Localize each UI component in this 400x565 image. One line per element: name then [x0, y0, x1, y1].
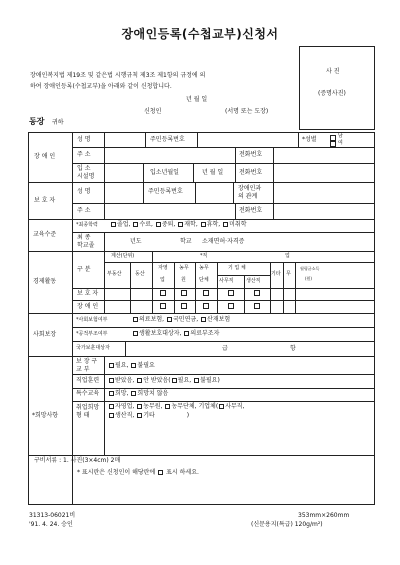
econ-etc: 기타 — [271, 271, 281, 277]
econ-farm2: 원 — [181, 277, 186, 283]
office-name: 동장 — [29, 117, 45, 126]
emp-opt-8: ) — [186, 412, 190, 419]
econ-check-9[interactable] — [228, 303, 234, 309]
paper-type: (신문용지(특급) 120g/m²) — [251, 521, 323, 528]
emp-farmgroup-checkbox[interactable] — [165, 404, 170, 409]
protector-relation1: 장애인과 — [238, 185, 262, 192]
disabled-rrn-label: 주민등록번호 — [150, 136, 185, 143]
form-title: 장애인등록(수첩교부)신청서 — [121, 27, 279, 41]
gender-label: *성별 — [302, 136, 317, 143]
edu-school-label2: 학교졸 — [77, 242, 95, 249]
edu-opt-6: 미취학 — [229, 221, 247, 228]
training-opt-3: 필요, — [177, 377, 192, 384]
section-disabled: 장 애 인 — [34, 153, 56, 160]
emp-opt-7: 기타 — [143, 412, 155, 419]
edu-graduate-checkbox[interactable] — [111, 222, 116, 227]
social-opt-1: 의료보험, — [139, 316, 165, 323]
training-received-checkbox[interactable] — [109, 378, 114, 383]
econ-check-1[interactable] — [160, 290, 166, 296]
veteran-label: 국가보훈대상자 — [76, 345, 110, 351]
applicant-label: 신청인 — [144, 108, 162, 115]
medical-insurance-checkbox[interactable] — [133, 317, 138, 322]
device-opt-2: 불필요 — [137, 362, 155, 369]
econ-row-disabled: 장 애 인 — [77, 303, 99, 310]
training-need-checkbox[interactable] — [172, 378, 177, 383]
entry-date-label: 입소년월일 — [150, 169, 179, 176]
employment-label1: 취업희망 — [76, 404, 100, 411]
disabled-guardian-label: 입 소 — [77, 165, 91, 172]
aid-device-opts — [108, 363, 155, 369]
econ-office: 사무직 — [219, 278, 234, 284]
emp-opt-2: 농무원, — [143, 403, 163, 410]
econ-check-10[interactable] — [254, 303, 260, 309]
econ-none: 무 — [286, 271, 291, 277]
special-edu-label: 특수교육 — [76, 390, 100, 397]
econ-check-4[interactable] — [228, 290, 234, 296]
emp-opt-1: 자영업, — [115, 403, 135, 410]
social-insurance-opts — [132, 317, 230, 323]
photo-box[interactable] — [299, 46, 375, 130]
econ-labor: 생산직 — [246, 278, 261, 284]
econ-check-2[interactable] — [181, 290, 187, 296]
employment-opts-b — [108, 413, 189, 419]
emp-office-checkbox[interactable] — [219, 404, 224, 409]
econ-row-protector: 보 호 자 — [77, 290, 99, 297]
gender-male: 남 — [338, 133, 343, 139]
photo-note: (증명사진) — [318, 90, 346, 97]
econ-self2: 업 — [160, 277, 165, 283]
econ-farm1: 농무 — [179, 265, 189, 271]
photo-label: 사 진 — [326, 68, 340, 75]
econ-gubun: 구 분 — [77, 266, 91, 273]
aid-opt-1: 생활보호대상자, — [139, 330, 182, 337]
edu-dropout-checkbox[interactable] — [156, 222, 161, 227]
veteran-item: 항 — [290, 345, 296, 352]
protector-name-label: 성 명 — [77, 188, 91, 195]
edu-opts — [110, 222, 247, 228]
training-opt-2: 안 받았음( — [143, 377, 171, 384]
edu-year-label: 년도 — [130, 238, 142, 245]
job-training-opts — [108, 378, 220, 384]
social-aid-opts — [132, 331, 219, 337]
entry-phone-label: 전화번호 — [239, 169, 263, 176]
veteran-grade: 급 — [222, 345, 228, 352]
emp-farm-checkbox[interactable] — [137, 404, 142, 409]
econ-job-header: *직 — [200, 253, 208, 259]
protector-phone-label: 전화번호 — [239, 207, 263, 214]
emp-etc-checkbox[interactable] — [137, 413, 142, 418]
special-opt-1: 희망, — [115, 390, 129, 397]
econ-asset-header: 계산(단위) — [111, 253, 135, 259]
edu-school-label: 학교 — [180, 238, 192, 245]
job-training-label: 직업훈련 — [76, 377, 100, 384]
edu-major-label: 소재면허·자격증 — [202, 238, 245, 245]
econ-realestate: 부동산 — [107, 271, 122, 277]
footer-note — [77, 470, 199, 476]
training-notreceived-checkbox[interactable] — [137, 378, 142, 383]
training-opt-4: 불필요) — [200, 377, 220, 384]
section-economy: 경제활동 — [33, 278, 57, 285]
disabled-name-label: 성 명 — [77, 136, 91, 143]
training-opt-1: 받았음, — [115, 377, 135, 384]
econ-daily2: 단체 — [199, 277, 209, 283]
section-social: 사회보장 — [33, 331, 57, 338]
office-suffix: 귀하 — [52, 119, 64, 126]
pension-checkbox[interactable] — [167, 317, 172, 322]
econ-check-7[interactable] — [181, 303, 187, 309]
social-opt-3: 산재보험 — [207, 316, 231, 323]
signature-note: (서명 또는 도장) — [225, 108, 269, 115]
device-noneed-checkbox[interactable] — [131, 363, 136, 368]
econ-movable: 동산 — [135, 271, 145, 277]
gender-female: 여 — [338, 140, 343, 146]
protector-relation2: 의 관계 — [238, 193, 258, 200]
special-edu-opts — [108, 391, 168, 397]
emp-labor-checkbox[interactable] — [109, 413, 114, 418]
edu-opt-5: 휴학, — [206, 221, 221, 228]
footer-check-icon — [158, 470, 163, 475]
edu-final-label: *최종학력 — [76, 222, 98, 228]
attachments: 구비서류 : 1. 사진(3×4cm) 2매 — [34, 457, 121, 464]
entry-date-format: 년 월 일 — [202, 169, 224, 176]
econ-job-header2: 업 — [285, 253, 290, 259]
industrial-insurance-checkbox[interactable] — [201, 317, 206, 322]
emp-opt-5: 사무직, — [225, 403, 245, 410]
special-edu-no-checkbox[interactable] — [131, 391, 136, 396]
aid-device-label1: 보 장 구 — [76, 358, 98, 365]
emp-opt-4: 기업체( — [198, 403, 219, 410]
medical-aid-checkbox[interactable] — [184, 331, 189, 336]
approval-date: '91. 4. 24. 승인 — [29, 521, 73, 528]
disabled-address-label: 주 소 — [77, 151, 91, 158]
device-opt-1: 필요, — [115, 362, 129, 369]
econ-check-8[interactable] — [203, 303, 209, 309]
edu-opt-2: 수료, — [139, 221, 153, 228]
intro-line1: 장애인복지법 제19조 및 같은법 시행규칙 제3조 제1항의 규정에 의 — [30, 72, 206, 79]
aid-opt-2: 의료부조자 — [190, 330, 220, 337]
special-opt-2: 희망치 않음 — [137, 390, 169, 397]
emp-opt-6: 생산직, — [115, 412, 135, 419]
econ-self1: 자영 — [158, 265, 168, 271]
edu-opt-1: 졸업, — [117, 221, 131, 228]
paper-size: 353mm×260mm — [298, 512, 350, 519]
edu-leave-checkbox[interactable] — [201, 222, 206, 227]
footer-note-text: * 표시란은 신청인이 해당란에 — [77, 469, 156, 476]
edu-none-checkbox[interactable] — [223, 222, 228, 227]
special-edu-yes-checkbox[interactable] — [109, 391, 114, 396]
econ-check-5[interactable] — [254, 290, 260, 296]
footer-note-text2: 표시 하세요. — [166, 469, 199, 476]
emp-opt-3: 농무단체, — [171, 403, 197, 410]
econ-daily1: 농무 — [199, 265, 209, 271]
edu-enrolled-checkbox[interactable] — [178, 222, 183, 227]
edu-complete-checkbox[interactable] — [133, 222, 138, 227]
device-need-checkbox[interactable] — [109, 363, 114, 368]
disabled-phone-label: 전화번호 — [239, 151, 263, 158]
form-code: 31313-06021비 — [29, 512, 76, 519]
section-protector: 보 호 자 — [34, 197, 56, 204]
edu-opt-4: 재학, — [184, 221, 198, 228]
submit-date: 년 월 일 — [186, 96, 208, 103]
econ-income1: 월평균소득 — [300, 266, 320, 271]
aid-device-label2: 교 부 — [76, 366, 90, 373]
section-wishes: *희망사항 — [32, 412, 59, 419]
emp-self-checkbox[interactable] — [109, 404, 114, 409]
livelihood-checkbox[interactable] — [133, 331, 138, 336]
gender-female-checkbox[interactable] — [330, 141, 336, 147]
protector-rrn-label: 주민등록번호 — [148, 188, 183, 195]
econ-income2: (원) — [305, 276, 312, 281]
protector-address-label: 주 소 — [77, 207, 91, 214]
social-aid-label: *공적부조여부 — [76, 331, 108, 337]
training-noneed-checkbox[interactable] — [194, 378, 199, 383]
econ-check-6[interactable] — [160, 303, 166, 309]
edu-opt-3: 중퇴, — [161, 221, 176, 228]
disabled-guardian-label2: 시설명 — [77, 173, 95, 180]
edu-school-label1: 최 종 — [77, 234, 91, 241]
econ-check-3[interactable] — [203, 290, 209, 296]
intro-line2: 하여 장애인등록(수첩교부)을 아래와 같이 신청합니다. — [30, 83, 172, 90]
section-education: 교육수준 — [33, 231, 57, 238]
social-opt-2: 국민연금, — [173, 316, 199, 323]
employment-label2: 형 태 — [76, 412, 90, 419]
employment-opts-a — [108, 404, 244, 410]
econ-corp: 기 업 체 — [228, 265, 246, 271]
social-insurance-label: *사회보험여부 — [76, 317, 108, 323]
